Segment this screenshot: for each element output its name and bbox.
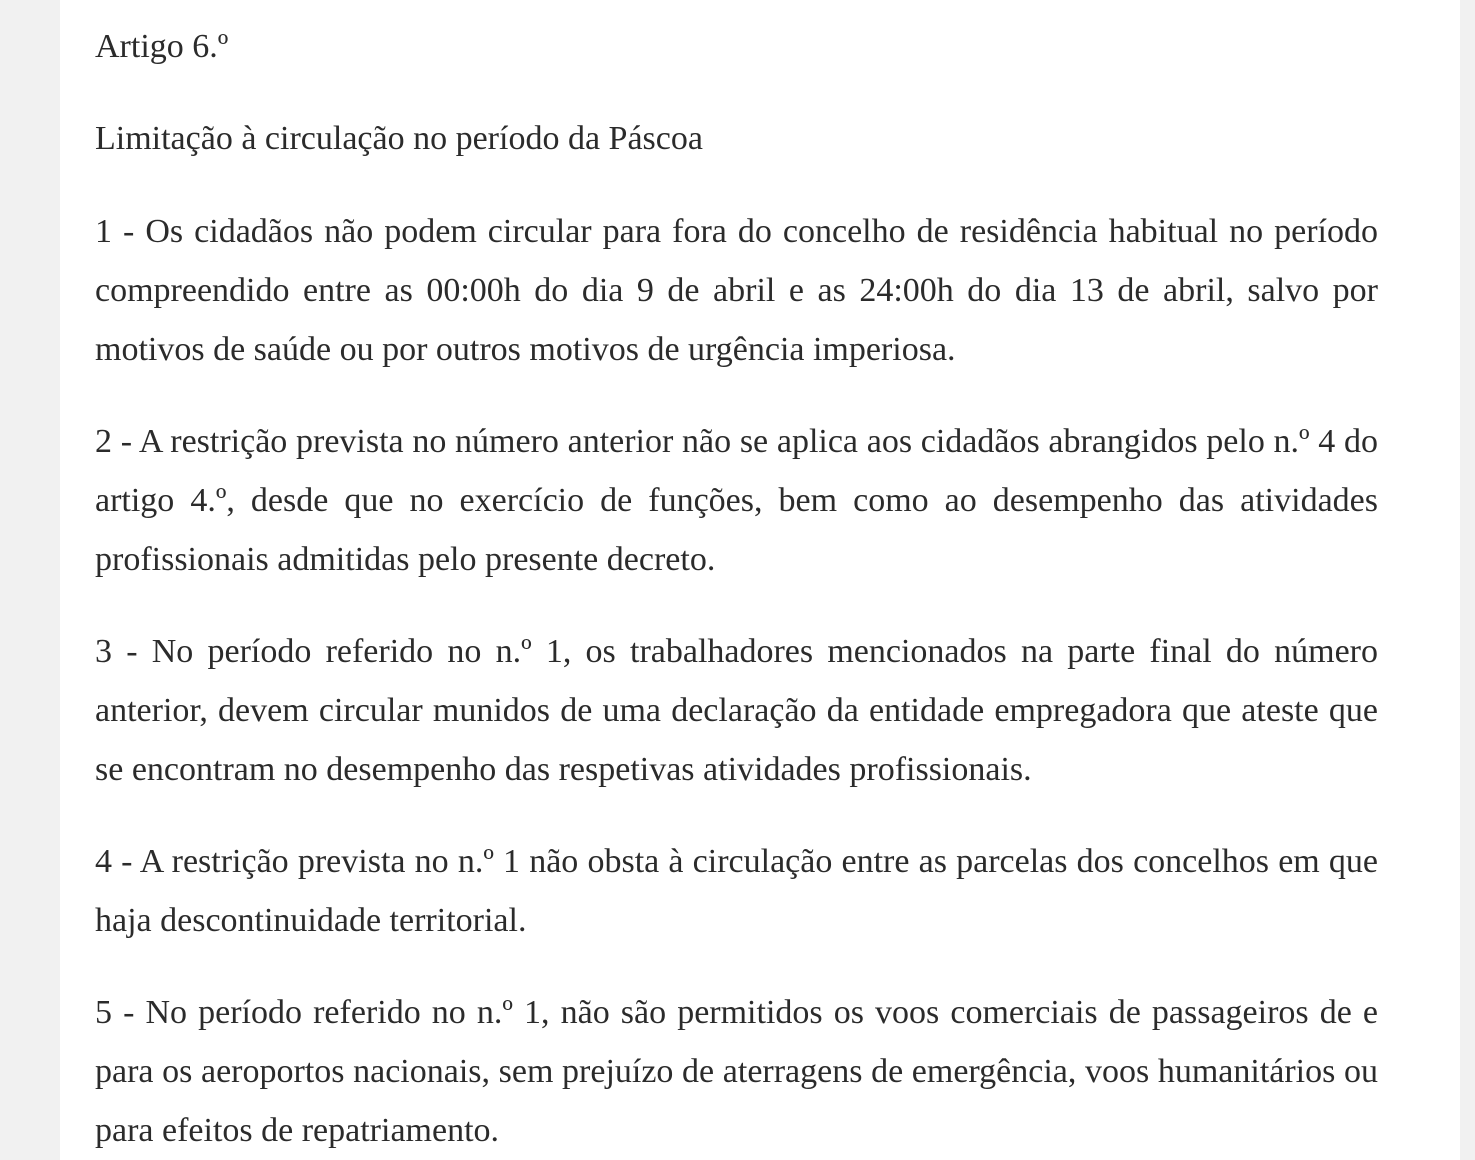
- paragraph-1: 1 - Os cidadãos não podem circular para fora do concelho de residência habitual no período compreendido entre as 00:00h do dia 9 de abril e as 24:00h do dia 13 de abril, salvo por motivos de saúde ou por outros motivos de urgência imperiosa.: [95, 213, 1378, 368]
- document-page: [60, 0, 1460, 1160]
- paragraph-4: 4 - A restrição prevista no n.º 1 não obsta à circulação entre as parcelas dos concelhos em que haja descontinuidade territorial.: [95, 843, 1378, 939]
- article-title: Limitação à circulação no período da Páscoa: [95, 120, 703, 157]
- article-number: Artigo 6.º: [95, 28, 229, 65]
- paragraph-5: 5 - No período referido no n.º 1, não são permitidos os voos comerciais de passageiros de e para os aeroportos nacionais, sem prejuízo de aterragens de emergência, voos humanitários ou para efeitos de repatriamento.: [95, 994, 1378, 1149]
- paragraph-3: 3 - No período referido no n.º 1, os trabalhadores mencionados na parte final do número anterior, devem circular munidos de uma declaração da entidade empregadora que ateste que se encontram no desempenho das respetivas atividades profissionais.: [95, 633, 1378, 788]
- paragraph-2: 2 - A restrição prevista no número anterior não se aplica aos cidadãos abrangidos pelo n.º 4 do artigo 4.º, desde que no exercício de funções, bem como ao desempenho das atividades profissionais admitidas pelo presente decreto.: [95, 423, 1378, 578]
